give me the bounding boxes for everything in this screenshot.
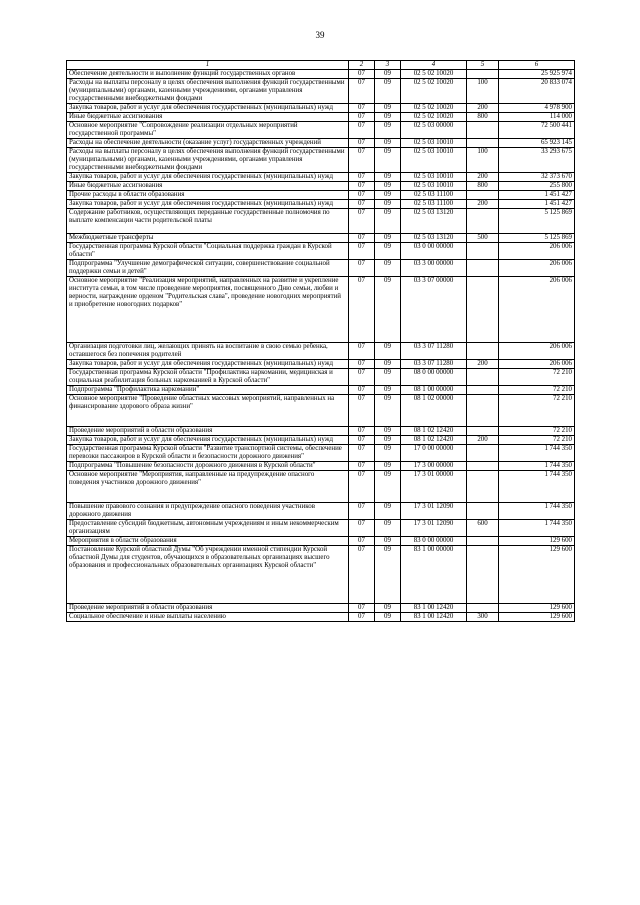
table-row xyxy=(67,234,575,243)
table-row xyxy=(67,104,575,113)
row-amount: 5 125 869 xyxy=(499,209,575,234)
row-expense-type: 800 xyxy=(467,182,499,191)
row-target-article: 08 1 02 12420 xyxy=(401,436,467,445)
row-subsection: 09 xyxy=(375,604,401,613)
row-section: 07 xyxy=(349,234,375,243)
row-expense-type xyxy=(467,445,499,462)
row-subsection: 09 xyxy=(375,122,401,139)
row-subsection: 09 xyxy=(375,445,401,462)
row-name: Повышение правового сознания и предупреждение опасного поведения участников дорожного движения xyxy=(67,503,349,520)
row-target-article: 83 0 00 00000 xyxy=(401,537,467,546)
row-name: Прочие расходы в области образования xyxy=(67,191,349,200)
row-amount: 129 600 xyxy=(499,604,575,613)
row-target-article: 17 0 00 00000 xyxy=(401,445,467,462)
row-subsection: 09 xyxy=(375,462,401,471)
row-section: 07 xyxy=(349,79,375,104)
row-name: Государственная программа Курской области "Социальная поддержка граждан в Курской области" xyxy=(67,243,349,260)
row-amount: 72 210 xyxy=(499,386,575,395)
table-row xyxy=(67,369,575,386)
row-name: Расходы на выплаты персоналу в целях обеспечения выполнения функций государственными (муниципальными) органами, казенными учреждениями, органами управления государственными внебюджетными фондами xyxy=(67,79,349,104)
table-row xyxy=(67,427,575,436)
budget-table xyxy=(66,60,575,622)
row-section: 07 xyxy=(349,386,375,395)
row-amount: 1 451 427 xyxy=(499,200,575,209)
row-subsection: 09 xyxy=(375,520,401,537)
row-name: Расходы на обеспечение деятельности (оказание услуг) государственных учреждений xyxy=(67,139,349,148)
row-expense-type: 200 xyxy=(467,360,499,369)
row-name: Организация подготовки лиц, желающих принять на воспитание в свою семью ребенка, оставшегося без попечения родителей xyxy=(67,343,349,360)
row-name: Подпрограмма "Улучшение демографической ситуации, совершенствование социальной поддержки семьи и детей" xyxy=(67,260,349,277)
table-row xyxy=(67,122,575,139)
row-subsection: 09 xyxy=(375,360,401,369)
row-name: Иные бюджетные ассигнования xyxy=(67,113,349,122)
header-cell-3: 3 xyxy=(375,61,401,70)
row-expense-type xyxy=(467,343,499,360)
table-row xyxy=(67,520,575,537)
row-section: 07 xyxy=(349,445,375,462)
table-row xyxy=(67,148,575,173)
row-name: Основное мероприятие "Проведение областных массовых мероприятий, направленных на финансирование здорового образа жизни" xyxy=(67,395,349,427)
row-expense-type xyxy=(467,546,499,604)
row-target-article: 02 5 03 10010 xyxy=(401,139,467,148)
row-section: 07 xyxy=(349,191,375,200)
row-name: Мероприятия в области образования xyxy=(67,537,349,546)
row-target-article: 17 3 01 00000 xyxy=(401,471,467,503)
table-row xyxy=(67,243,575,260)
row-subsection: 09 xyxy=(375,79,401,104)
row-expense-type: 100 xyxy=(467,148,499,173)
row-target-article: 17 3 00 00000 xyxy=(401,462,467,471)
table-row xyxy=(67,436,575,445)
row-amount: 114 000 xyxy=(499,113,575,122)
row-subsection: 09 xyxy=(375,139,401,148)
row-amount: 65 923 145 xyxy=(499,139,575,148)
row-expense-type xyxy=(467,369,499,386)
row-name: Закупка товаров, работ и услуг для обеспечения государственных (муниципальных) нужд xyxy=(67,104,349,113)
table-header-row xyxy=(67,61,575,70)
row-section: 07 xyxy=(349,243,375,260)
row-name: Содержание работников, осуществляющих переданные государственные полномочия по выплате компенсации части родительской платы xyxy=(67,209,349,234)
row-section: 07 xyxy=(349,148,375,173)
row-section: 07 xyxy=(349,369,375,386)
header-cell-2: 2 xyxy=(349,61,375,70)
row-amount: 25 925 974 xyxy=(499,70,575,79)
row-expense-type xyxy=(467,191,499,200)
row-expense-type: 100 xyxy=(467,79,499,104)
table-row xyxy=(67,277,575,343)
header-cell-5: 5 xyxy=(467,61,499,70)
table-row xyxy=(67,79,575,104)
row-amount: 20 833 074 xyxy=(499,79,575,104)
row-expense-type xyxy=(467,277,499,343)
row-name: Закупка товаров, работ и услуг для обеспечения государственных (муниципальных) нужд xyxy=(67,436,349,445)
table-body xyxy=(67,70,575,622)
row-subsection: 09 xyxy=(375,260,401,277)
row-expense-type: 300 xyxy=(467,613,499,622)
row-target-article: 02 5 03 11100 xyxy=(401,191,467,200)
row-expense-type xyxy=(467,471,499,503)
row-name: Проведение мероприятий в области образования xyxy=(67,604,349,613)
row-section: 07 xyxy=(349,613,375,622)
row-amount: 1 744 350 xyxy=(499,503,575,520)
row-section: 07 xyxy=(349,277,375,343)
row-expense-type: 600 xyxy=(467,520,499,537)
row-name: Закупка товаров, работ и услуг для обеспечения государственных (муниципальных) нужд xyxy=(67,360,349,369)
row-name: Подпрограмма "Профилактика наркомании" xyxy=(67,386,349,395)
page-number: 39 xyxy=(315,30,325,40)
row-target-article: 08 1 02 00000 xyxy=(401,395,467,427)
row-amount: 1 744 350 xyxy=(499,462,575,471)
row-name: Основное мероприятие "Реализация мероприятий, направленных на развитие и укрепление института семьи, в том числе проведение мероприятия, посвященного Дню семьи, любви и верности, награждение орденом "Родительская слава", проведение новогодних мероприятий и приобретение новогодних подарков" xyxy=(67,277,349,343)
row-amount: 32 373 670 xyxy=(499,173,575,182)
row-section: 07 xyxy=(349,104,375,113)
row-subsection: 09 xyxy=(375,182,401,191)
row-section: 07 xyxy=(349,471,375,503)
row-subsection: 09 xyxy=(375,148,401,173)
table-row xyxy=(67,613,575,622)
row-subsection: 09 xyxy=(375,436,401,445)
row-subsection: 09 xyxy=(375,243,401,260)
row-amount: 206 006 xyxy=(499,360,575,369)
row-subsection: 09 xyxy=(375,209,401,234)
row-amount: 33 293 675 xyxy=(499,148,575,173)
row-amount: 4 978 900 xyxy=(499,104,575,113)
row-target-article: 02 5 02 10020 xyxy=(401,79,467,104)
row-section: 07 xyxy=(349,139,375,148)
row-subsection: 09 xyxy=(375,427,401,436)
row-name: Государственная программа Курской области "Развитие транспортной системы, обеспечение перевозки пассажиров в Курской области и безопасности дорожного движения" xyxy=(67,445,349,462)
row-amount: 206 006 xyxy=(499,343,575,360)
header-cell-4: 4 xyxy=(401,61,467,70)
row-name: Обеспечение деятельности и выполнение функций государственных органов xyxy=(67,70,349,79)
row-amount: 1 744 350 xyxy=(499,445,575,462)
row-section: 07 xyxy=(349,537,375,546)
row-expense-type xyxy=(467,260,499,277)
row-section: 07 xyxy=(349,604,375,613)
table-row xyxy=(67,70,575,79)
row-amount: 1 744 350 xyxy=(499,520,575,537)
row-section: 07 xyxy=(349,503,375,520)
row-name: Закупка товаров, работ и услуг для обеспечения государственных (муниципальных) нужд xyxy=(67,173,349,182)
row-subsection: 09 xyxy=(375,369,401,386)
row-name: Проведение мероприятий в области образования xyxy=(67,427,349,436)
row-subsection: 09 xyxy=(375,200,401,209)
row-section: 07 xyxy=(349,360,375,369)
row-subsection: 09 xyxy=(375,471,401,503)
row-target-article: 08 1 00 00000 xyxy=(401,386,467,395)
row-expense-type xyxy=(467,537,499,546)
row-expense-type: 200 xyxy=(467,173,499,182)
table-row xyxy=(67,386,575,395)
row-expense-type xyxy=(467,604,499,613)
row-amount: 72 210 xyxy=(499,369,575,386)
row-target-article: 02 5 03 11100 xyxy=(401,200,467,209)
row-name: Основное мероприятие "Мероприятия, направленные на предупреждение опасного поведения участников дорожного движения" xyxy=(67,471,349,503)
table-row xyxy=(67,445,575,462)
table-row xyxy=(67,471,575,503)
row-expense-type: 500 xyxy=(467,234,499,243)
row-target-article: 83 1 00 12420 xyxy=(401,613,467,622)
row-target-article: 02 5 03 10010 xyxy=(401,148,467,173)
row-target-article: 02 5 03 00000 xyxy=(401,122,467,139)
row-target-article: 03 3 07 00000 xyxy=(401,277,467,343)
row-name: Подпрограмма "Повышение безопасности дорожного движения в Курской области" xyxy=(67,462,349,471)
row-amount: 72 500 441 xyxy=(499,122,575,139)
row-target-article: 02 5 02 10020 xyxy=(401,113,467,122)
row-target-article: 83 1 00 00000 xyxy=(401,546,467,604)
row-target-article: 08 1 02 12420 xyxy=(401,427,467,436)
row-section: 07 xyxy=(349,182,375,191)
table-row xyxy=(67,200,575,209)
table-row xyxy=(67,604,575,613)
row-target-article: 17 3 01 12090 xyxy=(401,503,467,520)
row-amount: 72 210 xyxy=(499,395,575,427)
row-expense-type xyxy=(467,462,499,471)
row-section: 07 xyxy=(349,436,375,445)
row-target-article: 02 5 02 10020 xyxy=(401,104,467,113)
row-section: 07 xyxy=(349,343,375,360)
row-amount: 206 006 xyxy=(499,243,575,260)
row-amount: 5 125 869 xyxy=(499,234,575,243)
row-subsection: 09 xyxy=(375,546,401,604)
row-expense-type xyxy=(467,243,499,260)
row-amount: 206 006 xyxy=(499,260,575,277)
row-subsection: 09 xyxy=(375,173,401,182)
row-subsection: 09 xyxy=(375,395,401,427)
row-name: Расходы на выплаты персоналу в целях обеспечения выполнения функций государственными (муниципальными) органами, казенными учреждениями, органами управления государственными внебюджетными фондами xyxy=(67,148,349,173)
row-amount: 72 210 xyxy=(499,436,575,445)
row-subsection: 09 xyxy=(375,234,401,243)
row-amount: 255 800 xyxy=(499,182,575,191)
row-target-article: 02 5 03 13120 xyxy=(401,234,467,243)
row-amount: 129 600 xyxy=(499,537,575,546)
row-name: Социальное обеспечение и иные выплаты населению xyxy=(67,613,349,622)
row-target-article: 03 3 07 11280 xyxy=(401,343,467,360)
row-section: 07 xyxy=(349,520,375,537)
row-expense-type: 200 xyxy=(467,436,499,445)
table-row xyxy=(67,503,575,520)
row-section: 07 xyxy=(349,70,375,79)
row-section: 07 xyxy=(349,173,375,182)
table-row xyxy=(67,191,575,200)
row-name: Постановление Курской областной Думы "Об учреждении именной стипендии Курской областной Думы для студентов, обучающихся в образовательных организациях высшего образования и профессиональных образовательных организациях Курской области" xyxy=(67,546,349,604)
row-section: 07 xyxy=(349,427,375,436)
row-name: Предоставление субсидий бюджетным, автономным учреждениям и иным некоммерческим организациям xyxy=(67,520,349,537)
row-section: 07 xyxy=(349,546,375,604)
row-section: 07 xyxy=(349,209,375,234)
row-subsection: 09 xyxy=(375,503,401,520)
row-expense-type xyxy=(467,386,499,395)
table-row xyxy=(67,395,575,427)
row-target-article: 03 3 00 00000 xyxy=(401,260,467,277)
row-expense-type xyxy=(467,209,499,234)
row-name: Иные бюджетные ассигнования xyxy=(67,182,349,191)
row-name: Государственная программа Курской области "Профилактика наркомании, медицинская и социальная реабилитация больных наркоманией в Курской области" xyxy=(67,369,349,386)
row-target-article: 03 0 00 00000 xyxy=(401,243,467,260)
row-subsection: 09 xyxy=(375,191,401,200)
row-section: 07 xyxy=(349,122,375,139)
row-target-article: 02 5 03 10010 xyxy=(401,173,467,182)
row-section: 07 xyxy=(349,260,375,277)
row-section: 07 xyxy=(349,200,375,209)
row-subsection: 09 xyxy=(375,113,401,122)
row-expense-type xyxy=(467,139,499,148)
row-expense-type xyxy=(467,427,499,436)
table-row xyxy=(67,182,575,191)
row-name: Межбюджетные трансферты xyxy=(67,234,349,243)
table-row xyxy=(67,139,575,148)
row-subsection: 09 xyxy=(375,537,401,546)
row-amount: 1 744 350 xyxy=(499,471,575,503)
row-expense-type xyxy=(467,70,499,79)
row-subsection: 09 xyxy=(375,386,401,395)
table-row xyxy=(67,209,575,234)
row-subsection: 09 xyxy=(375,343,401,360)
table-row xyxy=(67,113,575,122)
row-section: 07 xyxy=(349,113,375,122)
row-expense-type xyxy=(467,122,499,139)
row-expense-type xyxy=(467,503,499,520)
row-section: 07 xyxy=(349,395,375,427)
row-expense-type: 800 xyxy=(467,113,499,122)
row-target-article: 02 5 03 13120 xyxy=(401,209,467,234)
table-row xyxy=(67,173,575,182)
row-expense-type: 200 xyxy=(467,104,499,113)
row-name: Основное мероприятие "Сопровождение реализации отдельных мероприятий государственной программы" xyxy=(67,122,349,139)
row-target-article: 83 1 00 12420 xyxy=(401,604,467,613)
row-subsection: 09 xyxy=(375,104,401,113)
row-target-article: 02 5 02 10020 xyxy=(401,70,467,79)
row-name: Закупка товаров, работ и услуг для обеспечения государственных (муниципальных) нужд xyxy=(67,200,349,209)
header-cell-1: 1 xyxy=(67,61,349,70)
row-subsection: 09 xyxy=(375,70,401,79)
row-amount: 129 600 xyxy=(499,546,575,604)
row-amount: 129 600 xyxy=(499,613,575,622)
row-expense-type xyxy=(467,395,499,427)
row-target-article: 02 5 03 10010 xyxy=(401,182,467,191)
table-row xyxy=(67,537,575,546)
row-subsection: 09 xyxy=(375,613,401,622)
table-row xyxy=(67,260,575,277)
table-row xyxy=(67,360,575,369)
row-expense-type: 200 xyxy=(467,200,499,209)
table-row xyxy=(67,343,575,360)
table-row xyxy=(67,462,575,471)
row-section: 07 xyxy=(349,462,375,471)
row-amount: 1 451 427 xyxy=(499,191,575,200)
row-amount: 72 210 xyxy=(499,427,575,436)
row-target-article: 17 3 01 12090 xyxy=(401,520,467,537)
row-target-article: 08 0 00 00000 xyxy=(401,369,467,386)
header-cell-6: 6 xyxy=(499,61,575,70)
row-amount: 206 006 xyxy=(499,277,575,343)
row-subsection: 09 xyxy=(375,277,401,343)
row-target-article: 03 3 07 11280 xyxy=(401,360,467,369)
table-row xyxy=(67,546,575,604)
